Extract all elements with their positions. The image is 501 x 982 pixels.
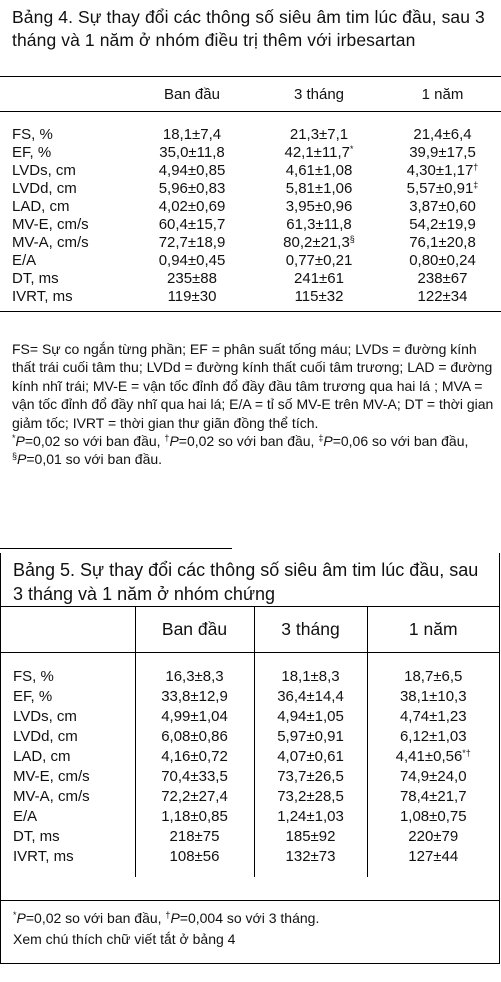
- table-cell: [384, 252, 501, 270]
- table-cell: [254, 727, 367, 747]
- table4-abbreviations: FS= Sự co ngắn từng phần; EF = phân suất tống máu; LVDs = đường kính thất trái cuối tâm thu; LVDd = đường kính thất cuối tâm trương; LAD = đường kính nhĩ trái; MV-E = vận tốc đỉnh đổ đầy đầu tâm trương qua hai lá ; MVA = vận tốc đỉnh đổ đầy nhĩ qua hai lá; E/A = tỉ số MV-E trên MV-A; DT = thời gian giảm tốc; IVRT = thời gian thư giãn đồng thể tích.: [12, 341, 494, 431]
- table5-footnotes: [13, 908, 487, 929]
- table5-header-1-year: 1 năm: [367, 607, 499, 653]
- row-label: EF, %: [13, 688, 53, 705]
- cell-value: 4,41±0,56: [395, 748, 463, 765]
- table-row: [1, 847, 499, 877]
- significance-marker: ‡: [473, 180, 479, 190]
- table-row: [0, 162, 501, 180]
- table-row: [1, 767, 499, 787]
- cell-value: 5,57±0,91: [406, 180, 474, 197]
- cell-value: 5,96±0,83: [158, 180, 226, 197]
- significance-marker: §: [349, 234, 355, 244]
- table-row: [1, 807, 499, 827]
- cell-value: 60,4±15,7: [158, 216, 226, 233]
- table4: [0, 76, 501, 312]
- footnote-text: =0,02 so với ban đầu,: [178, 433, 319, 450]
- table-cell: [254, 198, 384, 216]
- table4-header-row: [0, 77, 501, 112]
- cell-value: 80,2±21,3: [283, 234, 350, 251]
- table-cell: [135, 767, 254, 787]
- cell-value: 235±88: [167, 270, 217, 287]
- row-label: EF, %: [12, 144, 52, 161]
- table5-header-baseline: Ban đầu: [135, 607, 254, 653]
- cell-value: 1,24±1,03: [277, 808, 344, 825]
- row-label: FS, %: [12, 126, 53, 143]
- cell-value: 36,4±14,4: [277, 688, 344, 705]
- footnote-text: =0,01 so với ban đầu.: [26, 451, 163, 468]
- table-cell: [135, 807, 254, 827]
- cell-value: 4,07±0,61: [277, 748, 344, 765]
- cell-value: 0,94±0,45: [158, 252, 226, 269]
- row-label: LAD, cm: [12, 198, 70, 215]
- cell-value: 6,12±1,03: [399, 728, 467, 745]
- cell-value: 61,3±11,8: [286, 216, 352, 233]
- row-label: LVDd, cm: [13, 728, 78, 745]
- table-row: [0, 144, 501, 162]
- cell-value: 4,94±1,05: [277, 708, 344, 725]
- cell-value: 1,18±0,85: [161, 808, 228, 825]
- table4-notes: [12, 340, 496, 469]
- table-row: [1, 687, 499, 707]
- table5-caption: Bảng 5. Sự thay đổi các thông số siêu âm tim lúc đầu, sau 3 tháng và 1 năm ở nhóm chứng: [13, 560, 479, 604]
- table5-note: Xem chú thích chữ viết tắt ở bảng 4: [13, 931, 236, 947]
- table-row: [0, 180, 501, 198]
- table-cell: [367, 767, 499, 787]
- cell-value: 72,7±18,9: [158, 234, 226, 251]
- table-cell: [367, 707, 499, 727]
- table-cell: [130, 162, 254, 180]
- cell-value: 74,9±24,0: [399, 768, 467, 785]
- p-value-label: P: [17, 451, 27, 468]
- table-row: [1, 707, 499, 727]
- table-cell: [384, 162, 501, 180]
- cell-value: 1,08±0,75: [399, 808, 467, 825]
- row-label: IVRT, ms: [13, 848, 74, 865]
- row-label: MV-E, cm/s: [12, 216, 89, 233]
- table-cell: [130, 234, 254, 252]
- footnote-text: =0,06 so với ban đầu,: [332, 433, 469, 450]
- cell-value: 4,30±1,17: [406, 162, 474, 179]
- cell-value: 185±92: [285, 828, 336, 845]
- table-cell: [367, 653, 499, 688]
- cell-value: 18,1±8,3: [281, 668, 340, 685]
- row-label: LVDs, cm: [12, 162, 76, 179]
- cell-value: 127±44: [408, 848, 459, 865]
- cell-value: 33,8±12,9: [161, 688, 228, 705]
- table-row: [1, 827, 499, 847]
- table-cell: [254, 827, 367, 847]
- cell-value: 220±79: [408, 828, 459, 845]
- table-row: [1, 727, 499, 747]
- table-cell: [367, 827, 499, 847]
- table-row: [0, 270, 501, 288]
- row-label: LVDs, cm: [13, 708, 77, 725]
- cell-value: 35,0±11,8: [159, 144, 225, 161]
- footnote-symbol: †: [165, 910, 171, 920]
- row-label: MV-A, cm/s: [12, 234, 89, 251]
- table-row: [0, 112, 501, 145]
- cell-value: 0,80±0,24: [409, 252, 476, 269]
- table4-header-3-months: 3 tháng: [254, 77, 384, 112]
- cell-value: 39,9±17,5: [409, 144, 476, 161]
- table5-box: [0, 553, 500, 964]
- row-label: FS, %: [13, 668, 54, 685]
- table-row: [1, 747, 499, 767]
- row-label: DT, ms: [12, 270, 59, 287]
- table-cell: [367, 807, 499, 827]
- footnote-symbol: ‡: [318, 433, 324, 444]
- cell-value: 6,08±0,86: [161, 728, 228, 745]
- table5-header-row: [1, 607, 499, 653]
- cell-value: 122±34: [417, 288, 468, 305]
- footnote-text: =0,02 so với ban đầu,: [25, 910, 166, 926]
- table-cell: [130, 288, 254, 312]
- cell-value: 5,81±1,06: [285, 180, 353, 197]
- table-cell: [367, 787, 499, 807]
- footnote-symbol: §: [12, 451, 18, 462]
- table-cell: [384, 234, 501, 252]
- divider: [0, 548, 232, 549]
- cell-value: 3,87±0,60: [409, 198, 476, 215]
- table-cell: [384, 288, 501, 312]
- significance-marker: *: [350, 144, 354, 154]
- table4-header-blank: [0, 77, 130, 112]
- cell-value: 4,61±1,08: [285, 162, 353, 179]
- cell-value: 4,99±1,04: [161, 708, 228, 725]
- table-cell: [254, 162, 384, 180]
- footnote-symbol: *: [13, 910, 17, 920]
- table-cell: [135, 787, 254, 807]
- table-row: [1, 787, 499, 807]
- cell-value: 38,1±10,3: [399, 688, 467, 705]
- table5-header-blank: [1, 607, 135, 653]
- table-cell: [130, 216, 254, 234]
- table-cell: [384, 270, 501, 288]
- table-cell: [130, 252, 254, 270]
- table-cell: [130, 180, 254, 198]
- table-cell: [254, 747, 367, 767]
- table-row: [1, 653, 499, 688]
- cell-value: 4,94±0,85: [158, 162, 226, 179]
- cell-value: 72,2±27,4: [161, 788, 228, 805]
- table-cell: [254, 807, 367, 827]
- table-cell: [135, 747, 254, 767]
- cell-value: 132±73: [285, 848, 336, 865]
- cell-value: 21,3±7,1: [289, 126, 349, 143]
- table-cell: [135, 727, 254, 747]
- table-row: [0, 234, 501, 252]
- cell-value: 70,4±33,5: [161, 768, 228, 785]
- footnote-text: =0,02 so với ban đầu,: [24, 433, 165, 450]
- cell-value: 21,4±6,4: [413, 126, 472, 143]
- cell-value: 0,77±0,21: [285, 252, 353, 269]
- cell-value: 4,02±0,69: [158, 198, 226, 215]
- table-cell: [254, 216, 384, 234]
- table-cell: [130, 144, 254, 162]
- cell-value: 18,1±7,4: [162, 126, 222, 143]
- cell-value: 54,2±19,9: [409, 216, 476, 233]
- table-cell: [254, 144, 384, 162]
- table-row: [0, 288, 501, 312]
- row-label: IVRT, ms: [12, 288, 73, 305]
- table-row: [0, 252, 501, 270]
- table-cell: [367, 687, 499, 707]
- table-cell: [384, 180, 501, 198]
- row-label: MV-E, cm/s: [13, 768, 90, 785]
- table5-header-3-months: 3 tháng: [254, 607, 367, 653]
- table-cell: [254, 787, 367, 807]
- table-cell: [254, 270, 384, 288]
- table-cell: [135, 707, 254, 727]
- table-cell: [254, 767, 367, 787]
- row-label: E/A: [12, 252, 37, 269]
- table-cell: [254, 847, 367, 877]
- table4-footnotes: [12, 432, 496, 469]
- significance-marker: †: [473, 162, 479, 172]
- table-cell: [254, 687, 367, 707]
- table-cell: [384, 216, 501, 234]
- table-cell: [367, 727, 499, 747]
- table-cell: [384, 198, 501, 216]
- table-cell: [367, 847, 499, 877]
- cell-value: 238±67: [417, 270, 468, 287]
- table5: [1, 606, 499, 877]
- row-label: E/A: [13, 808, 38, 825]
- table-cell: [130, 198, 254, 216]
- cell-value: 3,95±0,96: [285, 198, 353, 215]
- p-value-label: P: [15, 433, 25, 450]
- table-cell: [135, 827, 254, 847]
- footnote-symbol: *: [12, 433, 16, 444]
- table4-header-baseline: Ban đầu: [130, 77, 254, 112]
- cell-value: 78,4±21,7: [399, 788, 467, 805]
- table-row: [0, 216, 501, 234]
- table-row: [0, 198, 501, 216]
- p-value-label: P: [170, 910, 180, 926]
- footnote-symbol: †: [164, 433, 170, 444]
- table4-header-1-year: 1 năm: [384, 77, 501, 112]
- footnote-text: =0,004 so với 3 tháng.: [179, 910, 320, 926]
- cell-value: 76,1±20,8: [409, 234, 476, 251]
- table-cell: [130, 270, 254, 288]
- significance-marker: *†: [462, 748, 471, 758]
- cell-value: 73,7±26,5: [277, 768, 344, 785]
- cell-value: 218±75: [169, 828, 220, 845]
- table-cell: [254, 653, 367, 688]
- cell-value: 16,3±8,3: [165, 668, 224, 685]
- p-value-label: P: [169, 433, 179, 450]
- table-cell: [130, 112, 254, 145]
- table-cell: [254, 288, 384, 312]
- cell-value: 115±32: [294, 288, 344, 305]
- table-cell: [254, 252, 384, 270]
- cell-value: 4,74±1,23: [399, 708, 467, 725]
- table4-caption: Bảng 4. Sự thay đổi các thông số siêu âm tim lúc đầu, sau 3 tháng và 1 năm ở nhóm điều trị thêm với irbesartan: [12, 7, 485, 50]
- p-value-label: P: [323, 433, 333, 450]
- table-cell: [384, 144, 501, 162]
- table-cell: [254, 707, 367, 727]
- row-label: MV-A, cm/s: [13, 788, 90, 805]
- table-cell: [135, 847, 254, 877]
- table5-notes: [1, 900, 499, 950]
- row-label: DT, ms: [13, 828, 60, 845]
- cell-value: 42,1±11,7: [284, 144, 350, 161]
- cell-value: 241±61: [294, 270, 344, 287]
- row-label: LVDd, cm: [12, 180, 77, 197]
- row-label: LAD, cm: [13, 748, 71, 765]
- table-cell: [135, 653, 254, 688]
- table-cell: [254, 180, 384, 198]
- cell-value: 4,16±0,72: [161, 748, 228, 765]
- cell-value: 5,97±0,91: [277, 728, 344, 745]
- cell-value: 73,2±28,5: [277, 788, 344, 805]
- table-cell: [254, 112, 384, 145]
- table-cell: [254, 234, 384, 252]
- table-cell: [367, 747, 499, 767]
- cell-value: 119±30: [167, 288, 217, 305]
- cell-value: 108±56: [169, 848, 220, 865]
- table-cell: [135, 687, 254, 707]
- p-value-label: P: [16, 910, 26, 926]
- table-cell: [384, 112, 501, 145]
- cell-value: 18,7±6,5: [404, 668, 463, 685]
